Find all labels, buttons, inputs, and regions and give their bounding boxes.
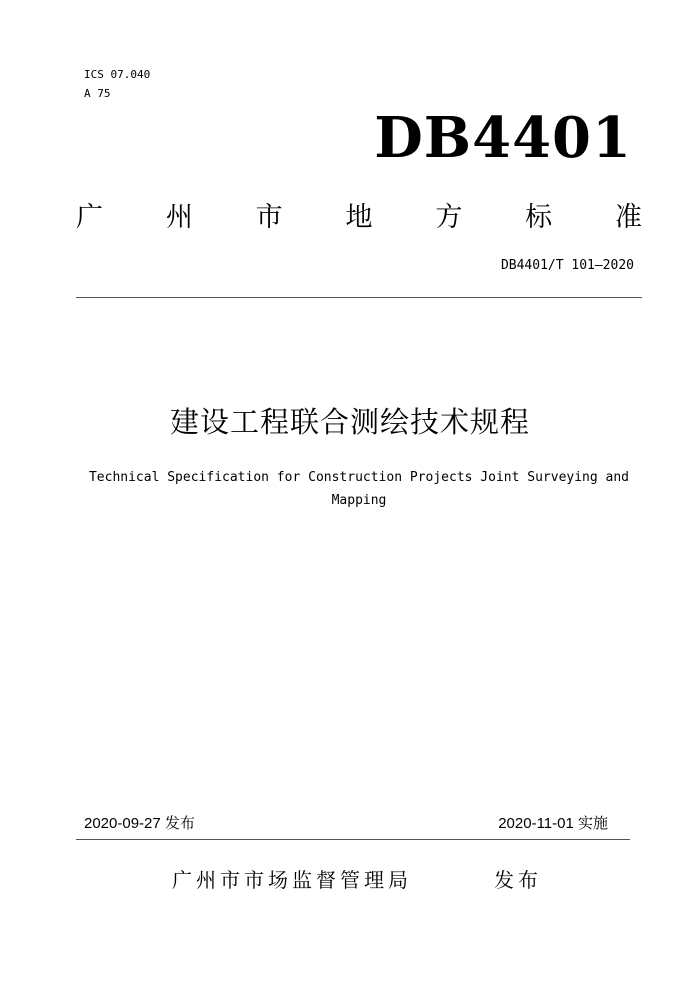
standard-type-char: 市 (255, 202, 283, 233)
top-divider (76, 297, 642, 298)
standard-number: DB4401/T 101—2020 (500, 258, 634, 273)
standard-type-char: 标 (525, 202, 553, 233)
standard-type-char: 准 (614, 202, 642, 233)
standard-type-char: 州 (165, 202, 193, 233)
document-title-chinese: 建设工程联合测绘技术规程 (169, 405, 530, 439)
standard-type-char: 方 (435, 202, 463, 233)
standard-code-mark: DB4401 (374, 105, 632, 171)
publish-date: 2020-09-27 发布 (84, 815, 195, 832)
issuing-authority: 广州市市场监督管理局 (172, 868, 412, 892)
standard-type-char: 地 (345, 202, 373, 233)
standard-type (76, 198, 642, 238)
issue-label: 发布 (494, 868, 542, 892)
document-title-english: Technical Specification for Construction Projects Joint Surveying and Mapping (88, 470, 630, 508)
ics-code: ICS 07.040 (84, 68, 151, 81)
implement-date: 2020-11-01 实施 (498, 815, 608, 832)
ccs-code: A 75 (84, 87, 111, 100)
standard-type-char: 广 (76, 202, 103, 233)
bottom-divider (76, 839, 630, 840)
